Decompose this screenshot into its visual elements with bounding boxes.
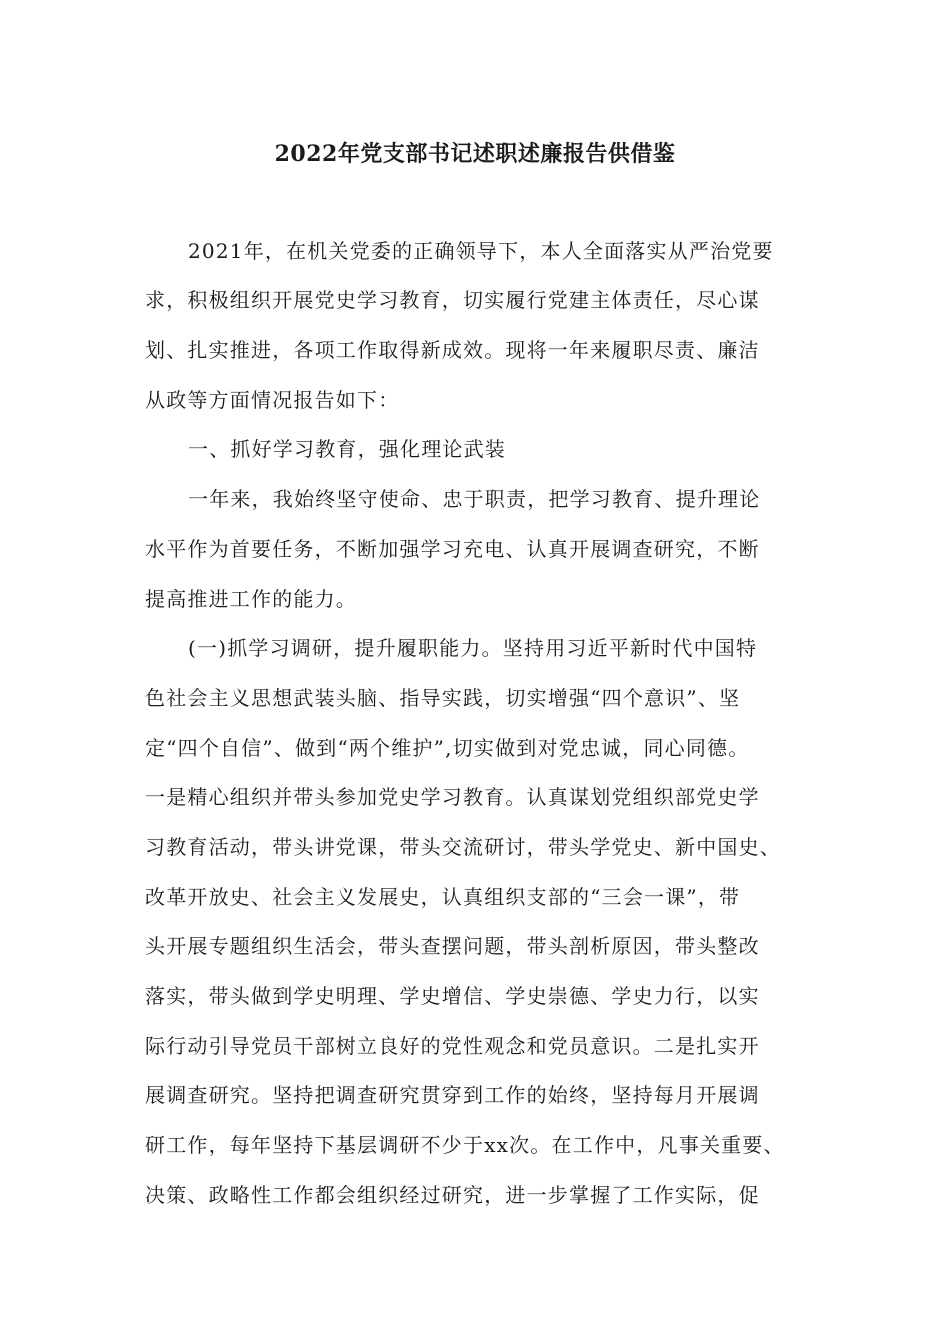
- section-heading-1: 一、抓好学习教育，强化理论武装: [188, 437, 506, 461]
- paragraph-line-20: 决策、政略性工作都会组织经过研究，进一步掌握了工作实际，促: [145, 1183, 760, 1207]
- paragraph-line-13: 习教育活动，带头讲党课，带头交流研讨，带头学党史、新中国史、: [145, 835, 781, 859]
- paragraph-line-8: 提高推进工作的能力。: [145, 587, 357, 611]
- paragraph-line-16: 落实，带头做到学史明理、学史增信、学史崇德、学史力行，以实: [145, 984, 760, 1008]
- paragraph-line-7: 水平作为首要任务，不断加强学习充电、认真开展调查研究，不断: [145, 537, 760, 561]
- paragraph-line-14: 改革开放史、社会主义发展史，认真组织支部的“三会一课”，带: [145, 885, 741, 909]
- paragraph-line-2: 求，积极组织开展党史学习教育，切实履行党建主体责任，尽心谋: [145, 288, 760, 312]
- paragraph-line-3: 划、扎实推进，各项工作取得新成效。现将一年来履职尽责、廉洁: [145, 338, 760, 362]
- paragraph-line-9: (一)抓学习调研，提升履职能力。坚持用习近平新时代中国特: [188, 636, 758, 660]
- document-title: 2022年党支部书记述职述廉报告供借鉴: [274, 141, 676, 167]
- paragraph-line-6: 一年来，我始终坚守使命、忠于职责，把学习教育、提升理论: [188, 487, 761, 511]
- paragraph-line-11: 定“四个自信”、做到“两个维护”,切实做到对党忠诚，同心同德。: [145, 736, 750, 760]
- paragraph-line-4: 从政等方面情况报告如下：: [145, 388, 400, 412]
- paragraph-line-19: 研工作，每年坚持下基层调研不少于xx次。在工作中，凡事关重要、: [145, 1133, 785, 1157]
- paragraph-line-12: 一是精心组织并带头参加党史学习教育。认真谋划党组织部党史学: [145, 785, 760, 809]
- paragraph-line-17: 际行动引导党员干部树立良好的党性观念和党员意识。二是扎实开: [145, 1034, 760, 1058]
- paragraph-line-1: 2021年，在机关党委的正确领导下，本人全面落实从严治党要: [188, 239, 774, 263]
- paragraph-line-15: 头开展专题组织生活会，带头查摆问题，带头剖析原因，带头整改: [145, 934, 760, 958]
- paragraph-line-10: 色社会主义思想武装头脑、指导实践，切实增强“四个意识”、坚: [145, 686, 741, 710]
- paragraph-line-18: 展调查研究。坚持把调查研究贯穿到工作的始终，坚持每月开展调: [145, 1083, 760, 1107]
